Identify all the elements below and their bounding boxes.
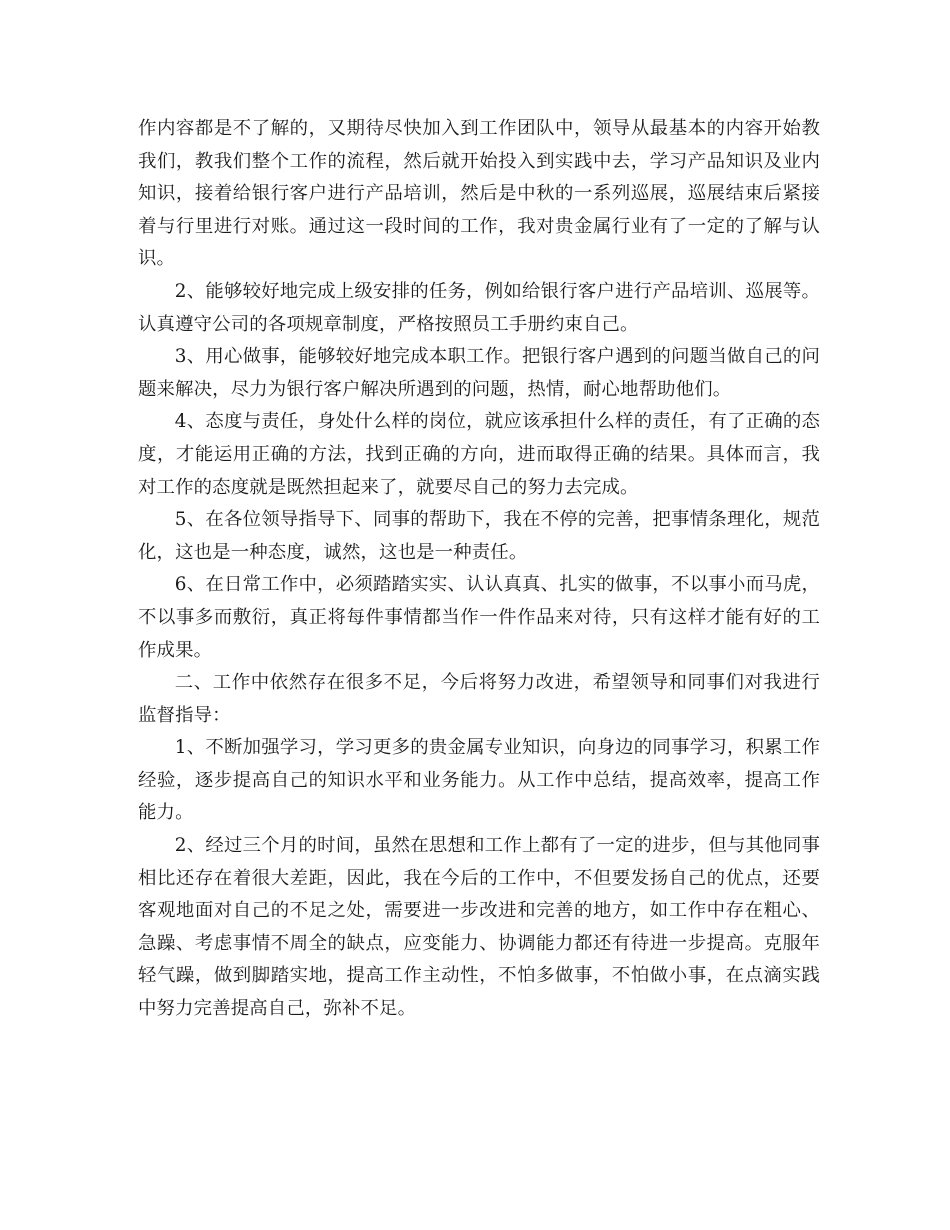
paragraph-8: 2、经过三个月的时间，虽然在思想和工作上都有了一定的进步，但与其他同事相比还存在着很大差距，因此，我在今后的工作中，不但要发扬自己的优点，还要客观地面对自己的不足之处，需要进一步改进和完善的地方，如工作中存在粗心、急躁、考虑事情不周全的缺点，应变能力、协调能力都还有待进一步提高。克服年轻气躁，做到脚踏实地，提高工作主动性，不怕多做事，不怕做小事，在点滴实践中努力完善提高自己，弥补不足。 xyxy=(138,835,820,1020)
paragraph-1: 作内容都是不了解的，又期待尽快加入到工作团队中，领导从最基本的内容开始教我们，教我们整个工作的流程，然后就开始投入到实践中去，学习产品知识及业内知识，接着给银行客户进行产品培训，然后是中秋的一系列巡展，巡展结束后紧接着与行里进行对账。通过这一段时间的工作，我对贵金属行业有了一定的了解与认识。 xyxy=(138,118,820,270)
paragraph-3: 3、用心做事，能够较好地完成本职工作。把银行客户遇到的问题当做自己的问题来解决，尽力为银行客户解决所遇到的问题，热情，耐心地帮助他们。 xyxy=(138,346,820,400)
paragraph-6: 6、在日常工作中，必须踏踏实实、认认真真、扎实的做事，不以事小而马虎，不以事多而敷衍，真正将每件事情都当作一件作品来对待，只有这样才能有好的工作成果。 xyxy=(138,574,820,661)
document-body xyxy=(138,113,820,1026)
paragraph-5: 5、在各位领导指导下、同事的帮助下，我在不停的完善，把事情条理化，规范化，这也是一种态度，诚然，这也是一种责任。 xyxy=(138,509,820,563)
paragraph-7: 1、不断加强学习，学习更多的贵金属专业知识，向身边的同事学习，积累工作经验，逐步提高自己的知识水平和业务能力。从工作中总结，提高效率，提高工作能力。 xyxy=(138,737,820,824)
paragraph-4: 4、态度与责任，身处什么样的岗位，就应该承担什么样的责任，有了正确的态度，才能运用正确的方法，找到正确的方向，进而取得正确的结果。具体而言，我对工作的态度就是既然担起来了，就要尽自己的努力去完成。 xyxy=(138,411,820,498)
paragraph-2: 2、能够较好地完成上级安排的任务，例如给银行客户进行产品培训、巡展等。认真遵守公司的各项规章制度，严格按照员工手册约束自己。 xyxy=(138,280,820,335)
section-heading-shortcomings: 二、工作中依然存在很多不足，今后将努力改进，希望领导和同事们对我进行监督指导： xyxy=(138,672,820,726)
